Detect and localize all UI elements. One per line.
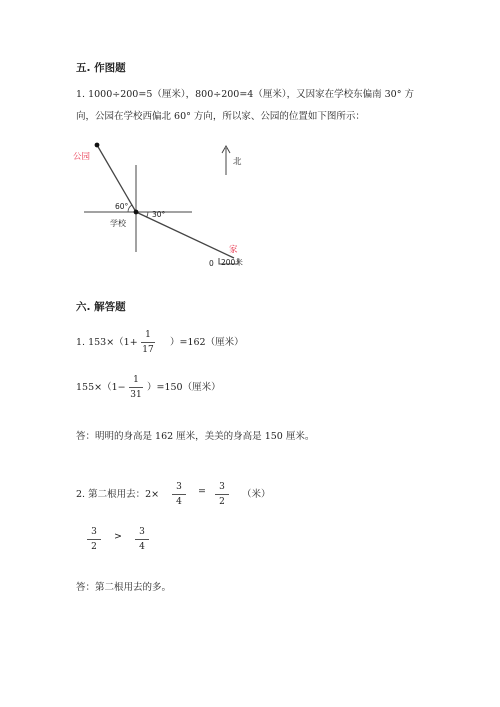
fraction-denominator: 31 (130, 390, 142, 400)
school-label: 学校 (110, 219, 126, 228)
q1-answer: 答：明明的身高是 162 厘米，美美的身高是 150 厘米。 (76, 431, 315, 442)
angle-60-arc (128, 205, 132, 212)
angle-30-label: 30° (152, 210, 166, 219)
fraction-denominator: 4 (176, 497, 182, 507)
fraction-denominator: 2 (91, 542, 97, 552)
section-5-heading: 五. 作图题 (76, 62, 126, 74)
home-label: 家 (229, 245, 238, 255)
fraction-numerator: 3 (219, 482, 225, 492)
fraction-denominator: 2 (219, 497, 225, 507)
angle-60-label: 60° (115, 202, 129, 211)
park-point (95, 143, 100, 148)
fraction-3-2 (214, 481, 230, 508)
scale-zero-label: 0 (209, 259, 214, 268)
fraction-1-17 (140, 329, 156, 356)
school-to-home-line (136, 212, 234, 258)
fraction-numerator: 1 (145, 330, 151, 340)
fraction-3-4 (171, 481, 187, 508)
section-6-heading: 六. 解答题 (76, 301, 126, 313)
fraction-numerator: 3 (91, 527, 97, 537)
location-diagram (0, 0, 500, 290)
park-label: 公园 (73, 152, 91, 162)
q1-b-prefix: 155×（1− (76, 382, 126, 393)
q1-a-prefix: 1. 153×（1+ (76, 337, 138, 348)
q1-text-line-1: 1. 1000÷200=5（厘米），800÷200=4（厘米），又因家在学校东偏南 30° 方 (76, 89, 414, 100)
angle-30-arc (147, 212, 149, 218)
scale-unit-label: 200米 (221, 258, 243, 267)
q2-answer: 答：第二根用去的多。 (76, 582, 172, 593)
q1-a-suffix: ）=162（厘米） (170, 337, 244, 348)
q2-prefix: 2. 第二根用去：2× (76, 489, 160, 500)
fraction-numerator: 3 (139, 527, 145, 537)
q1-b-suffix: ）=150（厘米） (147, 382, 221, 393)
q2-equals: = (198, 486, 206, 497)
fraction-numerator: 3 (176, 482, 182, 492)
fraction-denominator: 4 (139, 542, 145, 552)
fraction-1-31 (128, 374, 144, 401)
fraction-numerator: 1 (133, 375, 139, 385)
compare-left-fraction (86, 526, 102, 553)
school-point (134, 210, 139, 215)
q1-text-line-2: 向，公园在学校西偏北 60° 方向，所以家、公园的位置如下图所示： (76, 111, 365, 122)
q2-unit: （米） (242, 489, 271, 500)
fraction-denominator: 17 (142, 345, 154, 355)
north-label: 北 (233, 157, 242, 167)
compare-right-fraction (134, 526, 150, 553)
compare-operator: > (114, 531, 122, 542)
